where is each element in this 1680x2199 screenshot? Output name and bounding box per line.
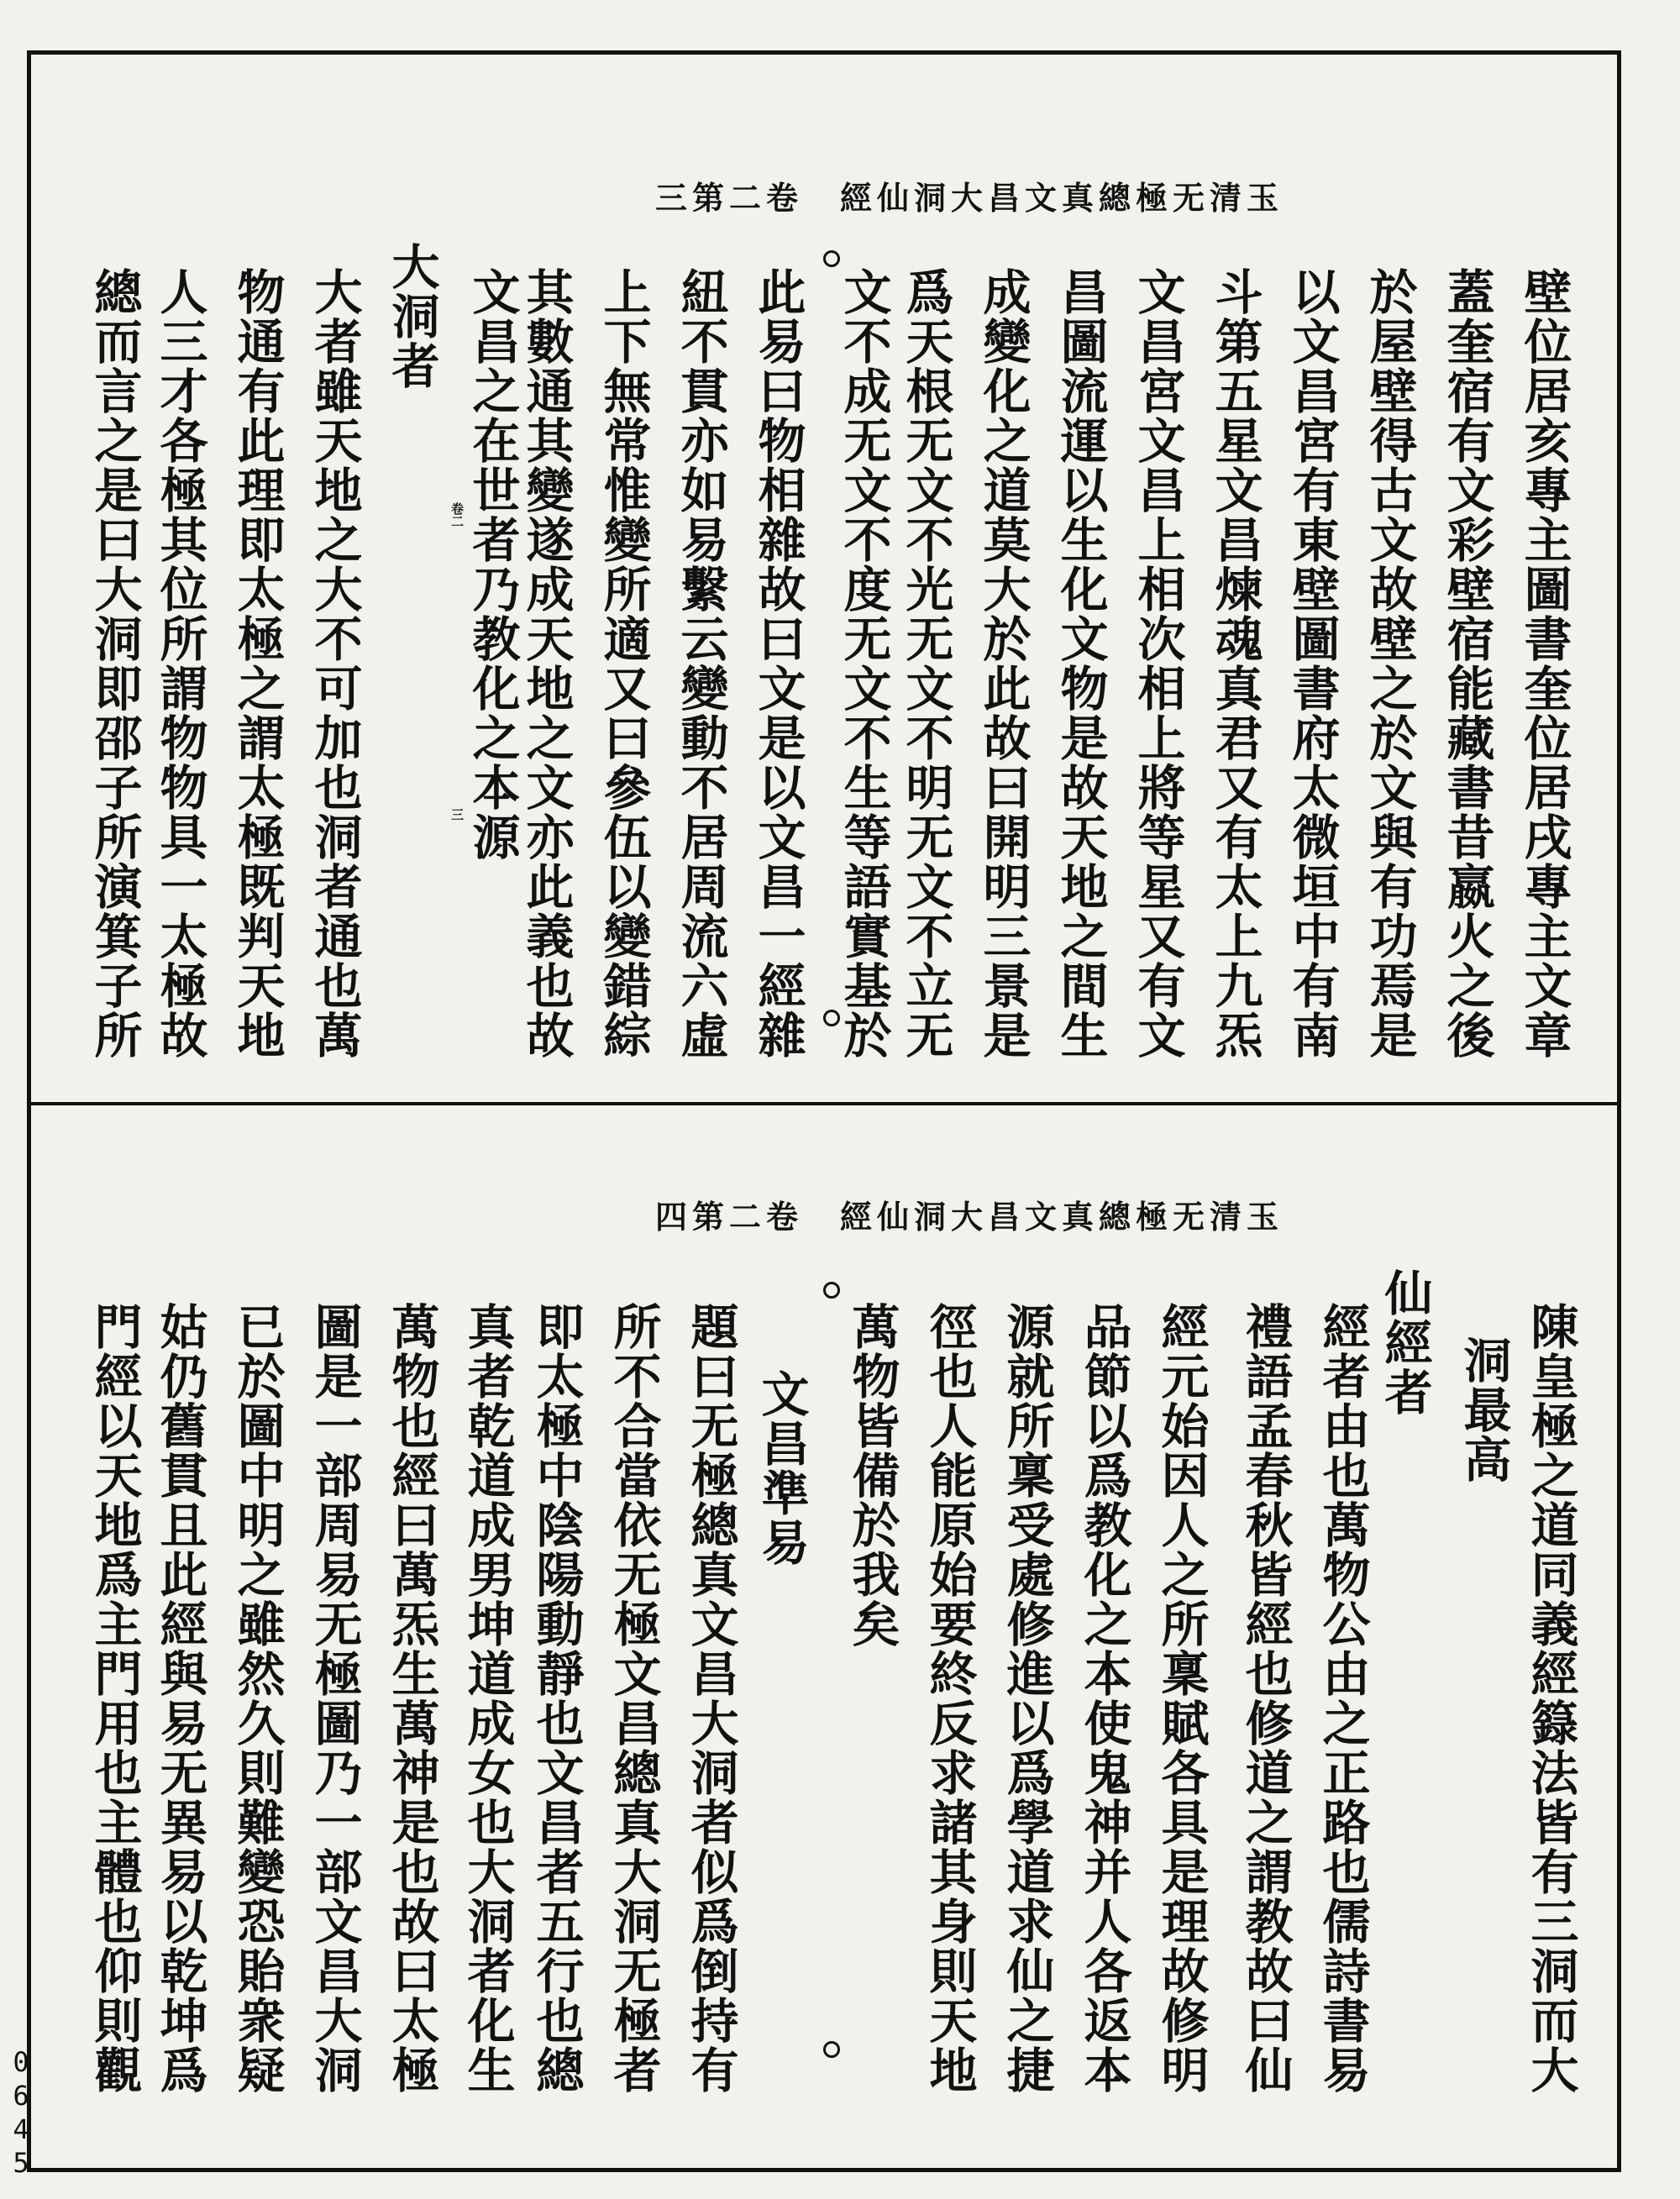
lower-fold-circle-top [823, 1282, 840, 1299]
upper-header-title: 玉清无極總真文昌大洞仙經 [840, 179, 1284, 217]
lower-column: 萬物皆備於我矣 [844, 1302, 900, 1649]
upper-column: 文昌之在世者乃教化之本源 [465, 267, 521, 862]
lower-column: 徑也人能原始要終反求諸其身則天地 [921, 1302, 978, 2095]
lower-column: 姑仍舊貫且此經與易无異易以乾坤爲 [152, 1302, 208, 2095]
upper-column: 此易曰物相雜故曰文是以文昌一經雜 [750, 267, 806, 1060]
upper-column: 斗第五星文昌煉魂真君又有太上九炁 [1207, 267, 1263, 1060]
upper-column: 紐不貫亦如易繫云變動不居周流六虛 [673, 267, 729, 1060]
lower-column: 經者由也萬物公由之正路也儒詩書易 [1315, 1302, 1371, 2095]
upper-column: 上下無常惟變所適又曰參伍以變錯綜 [596, 267, 652, 1060]
upper-running-header [655, 172, 1284, 218]
lower-column: 所不合當依无極文昌總真大洞无極者 [606, 1302, 662, 2095]
upper-column: 昌圖流運以生化文物是故天地之間生 [1053, 267, 1109, 1060]
lower-heading: 文昌準易 [753, 1369, 810, 1567]
upper-header-volume: 卷二第三 [655, 179, 804, 217]
upper-margin-note: 卷二 [449, 502, 465, 527]
lower-column: 門經以天地爲主門用也主體也仰則觀 [87, 1302, 143, 2095]
lower-column: 禮語孟春秋皆經也修道之謂教故曰仙 [1237, 1302, 1294, 2095]
lower-column: 萬物也經曰萬炁生萬神是也故曰太極 [384, 1302, 440, 2095]
lower-column: 經元始因人之所稟賦各具是理故修明 [1153, 1302, 1210, 2095]
lower-heading: 仙經者 [1377, 1268, 1433, 1417]
lower-running-header [655, 1191, 1284, 1237]
upper-column: 爲天根无文不光无文不明无文不立无 [898, 267, 954, 1060]
half-divider [31, 1102, 1617, 1105]
upper-column: 文不成无文不度无文不生等語實基於 [836, 267, 892, 1060]
upper-column: 大者雖天地之大不可加也洞者通也萬 [307, 267, 363, 1060]
upper-column: 蓋奎宿有文彩壁宿能藏書昔嬴火之後 [1439, 267, 1495, 1060]
upper-margin-number: 三 [449, 808, 465, 821]
lower-column: 真者乾道成男坤道成女也大洞者化生 [459, 1302, 516, 2095]
lower-column: 洞最高 [1456, 1336, 1512, 1484]
upper-fold-circle-top [823, 250, 840, 267]
lower-column: 源就所稟受處修進以爲學道求仙之捷 [999, 1302, 1055, 2095]
upper-heading: 大洞者 [384, 242, 440, 391]
lower-header-volume: 卷二第四 [655, 1198, 804, 1236]
upper-column: 以文昌宮有東壁圖書府太微垣中有南 [1284, 267, 1341, 1060]
lower-column: 已於圖中明之雖然久則難變恐貽衆疑 [229, 1302, 286, 2095]
upper-column: 文昌宮文昌上相次相上將等星又有文 [1130, 267, 1186, 1060]
lower-header-title: 玉清无極總真文昌大洞仙經 [840, 1198, 1284, 1236]
upper-text-panel [0, 242, 1680, 1090]
lower-column: 陳皇極之道同義經籙法皆有三洞而大 [1523, 1302, 1579, 2095]
upper-column: 於屋壁得古文故壁之於文與有功焉是 [1362, 267, 1418, 1060]
lower-column: 品節以爲教化之本使鬼神并人各返本 [1076, 1302, 1132, 2095]
upper-column: 物通有此理即太極之謂太極既判天地 [229, 267, 286, 1060]
lower-column: 題曰无極總真文昌大洞者似爲倒持有 [683, 1302, 739, 2095]
upper-column: 其數通其變遂成天地之文亦此義也故 [518, 267, 575, 1060]
lower-text-panel [0, 1268, 1680, 2142]
page-number: 0645 [5, 2046, 37, 2181]
lower-column: 圖是一部周易无極圖乃一部文昌大洞 [307, 1302, 363, 2095]
upper-column: 人三才各極其位所謂物物具一太極故 [152, 267, 208, 1060]
upper-column: 成變化之道莫大於此故曰開明三景是 [975, 267, 1032, 1060]
upper-column: 總而言之是曰大洞即邵子所演箕子所 [87, 267, 143, 1060]
upper-column: 壁位居亥專主圖書奎位居戌專主文章 [1516, 267, 1572, 1060]
lower-column: 即太極中陰陽動靜也文昌者五行也總 [528, 1302, 585, 2095]
